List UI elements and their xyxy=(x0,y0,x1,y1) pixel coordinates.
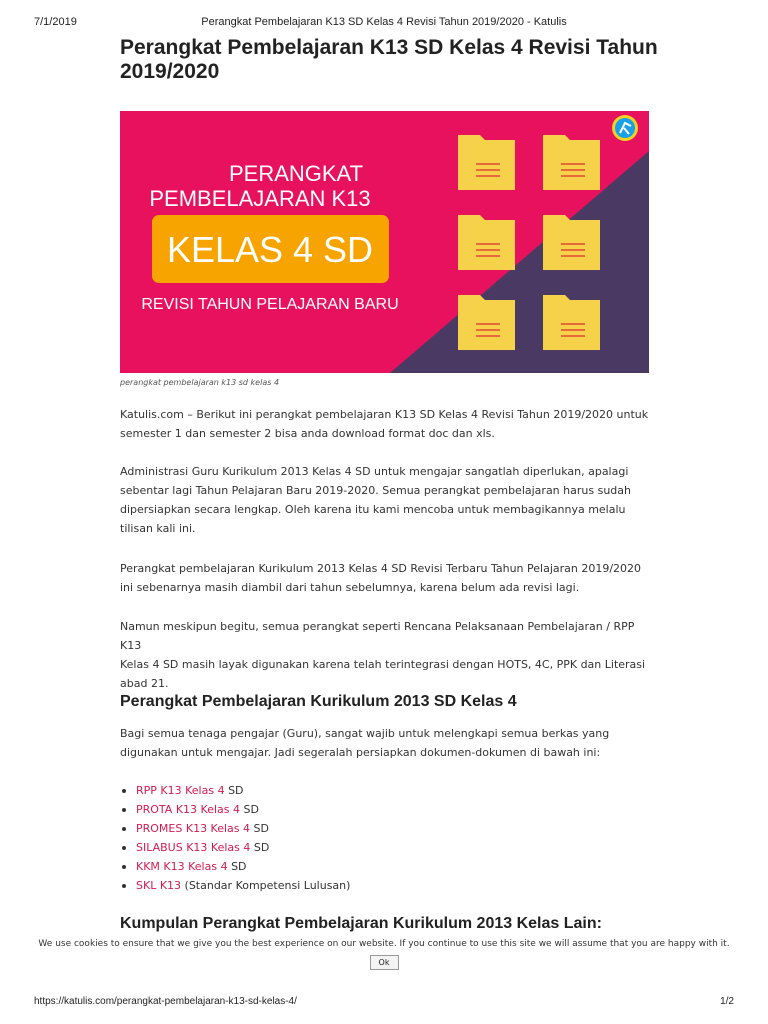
hero-logo-icon xyxy=(612,115,638,141)
list-item-suffix: SD xyxy=(224,784,244,797)
paragraph-revisi xyxy=(120,559,650,597)
paragraph-line: Administrasi Guru Kurikulum 2013 Kelas 4 SD untuk mengajar sangatlah diperlukan, apalagi xyxy=(120,465,629,478)
link-kkm[interactable]: KKM K13 Kelas 4 xyxy=(136,860,228,873)
link-prota[interactable]: PROTA K13 Kelas 4 xyxy=(136,803,240,816)
paragraph-intro xyxy=(120,405,650,443)
link-promes[interactable]: PROMES K13 Kelas 4 xyxy=(136,822,251,835)
hero-line2: PEMBELAJARAN K13 xyxy=(149,186,371,211)
list-item xyxy=(120,876,620,895)
paragraph-administrasi xyxy=(120,462,650,538)
list-item xyxy=(120,800,620,819)
image-caption: perangkat pembelajaran k13 sd kelas 4 xyxy=(120,378,280,387)
list-item xyxy=(120,838,620,857)
link-rpp[interactable]: RPP K13 Kelas 4 xyxy=(136,784,225,797)
paragraph-line: digunakan untuk mengajar. Jadi segeralah persiapkan dokumen-dokumen di bawah ini: xyxy=(120,746,601,759)
print-url: https://katulis.com/perangkat-pembelajaran-k13-sd-kelas-4/ xyxy=(34,996,297,1007)
paragraph-line: sebentar lagi Tahun Pelajaran Baru 2019-2020. Semua perangkat pembelajaran harus sudah xyxy=(120,484,631,497)
folder-icon xyxy=(458,135,515,190)
document-list xyxy=(120,781,620,895)
link-skl[interactable]: SKL K13 xyxy=(136,879,182,892)
print-doc-title: Perangkat Pembelajaran K13 SD Kelas 4 Revisi Tahun 2019/2020 - Katulis xyxy=(201,16,567,28)
paragraph-line: tilisan kali ini. xyxy=(120,522,196,535)
list-item xyxy=(120,857,620,876)
paragraph-line: Kelas 4 SD masih layak digunakan karena telah terintegrasi dengan HOTS, 4C, PPK dan Literasi xyxy=(120,658,646,671)
folder-icon xyxy=(543,215,600,270)
paragraph-line: ini sebenarnya masih diambil dari tahun sebelumnya, karena belum ada revisi lagi. xyxy=(120,581,580,594)
paragraph-line: Bagi semua tenaga pengajar (Guru), sangat wajib untuk melengkapi semua berkas yang xyxy=(120,727,610,740)
list-item-suffix: SD xyxy=(250,841,270,854)
print-date: 7/1/2019 xyxy=(34,16,77,28)
list-item-suffix: (Standar Kompetensi Lulusan) xyxy=(181,879,351,892)
paragraph-line: Katulis.com – Berikut ini perangkat pembelajaran K13 SD Kelas 4 Revisi Tahun 2019/2020 untuk xyxy=(120,408,649,421)
folder-icon xyxy=(543,135,600,190)
print-footer xyxy=(34,996,734,1010)
hero-subtitle: REVISI TAHUN PELAJARAN BARU xyxy=(141,296,399,313)
folder-icon xyxy=(458,215,515,270)
folder-icon xyxy=(458,295,515,350)
link-silabus[interactable]: SILABUS K13 Kelas 4 xyxy=(136,841,251,854)
list-item-suffix: SD xyxy=(250,822,269,835)
section-heading-kelas4: Perangkat Pembelajaran Kurikulum 2013 SD Kelas 4 xyxy=(120,693,517,710)
cookie-ok-button[interactable]: Ok xyxy=(370,955,399,970)
list-item xyxy=(120,819,620,838)
hero-image xyxy=(120,111,649,373)
paragraph-line: semester 1 dan semester 2 bisa anda download format doc dan xls. xyxy=(120,427,495,440)
folder-icon xyxy=(543,295,600,350)
list-item xyxy=(120,781,620,800)
list-item-suffix: SD xyxy=(239,803,259,816)
paragraph-line: abad 21. xyxy=(120,677,169,690)
article-title: Perangkat Pembelajaran K13 SD Kelas 4 Revisi Tahun 2019/2020 xyxy=(120,36,658,83)
paragraph-line: Perangkat pembelajaran Kurikulum 2013 Kelas 4 SD Revisi Terbaru Tahun Pelajaran 2019/2020 xyxy=(120,562,642,575)
list-item-suffix: SD xyxy=(227,860,247,873)
hero-banner-text: KELAS 4 SD xyxy=(166,229,374,270)
paragraph-line: Namun meskipun begitu, semua perangkat seperti Rencana Pelaksanaan Pembelajaran / RPP K13 xyxy=(120,620,635,652)
hero-line1: PERANGKAT xyxy=(228,161,364,186)
print-page-number: 1/2 xyxy=(720,996,734,1007)
print-header xyxy=(34,16,734,30)
cookie-text: We use cookies to ensure that we give you the best experience on our website. If you continue to use this site we will assume that you are happy with it. xyxy=(38,939,730,949)
paragraph-namun xyxy=(120,617,650,693)
cookie-notice xyxy=(34,935,734,989)
paragraph-section-intro xyxy=(120,724,650,762)
section-heading-kelas-lain: Kumpulan Perangkat Pembelajaran Kurikulum 2013 Kelas Lain: xyxy=(120,915,602,932)
paragraph-line: dipersiapkan secara lengkap. Oleh karena itu kami mencoba untuk membagikannya melalu xyxy=(120,503,626,516)
